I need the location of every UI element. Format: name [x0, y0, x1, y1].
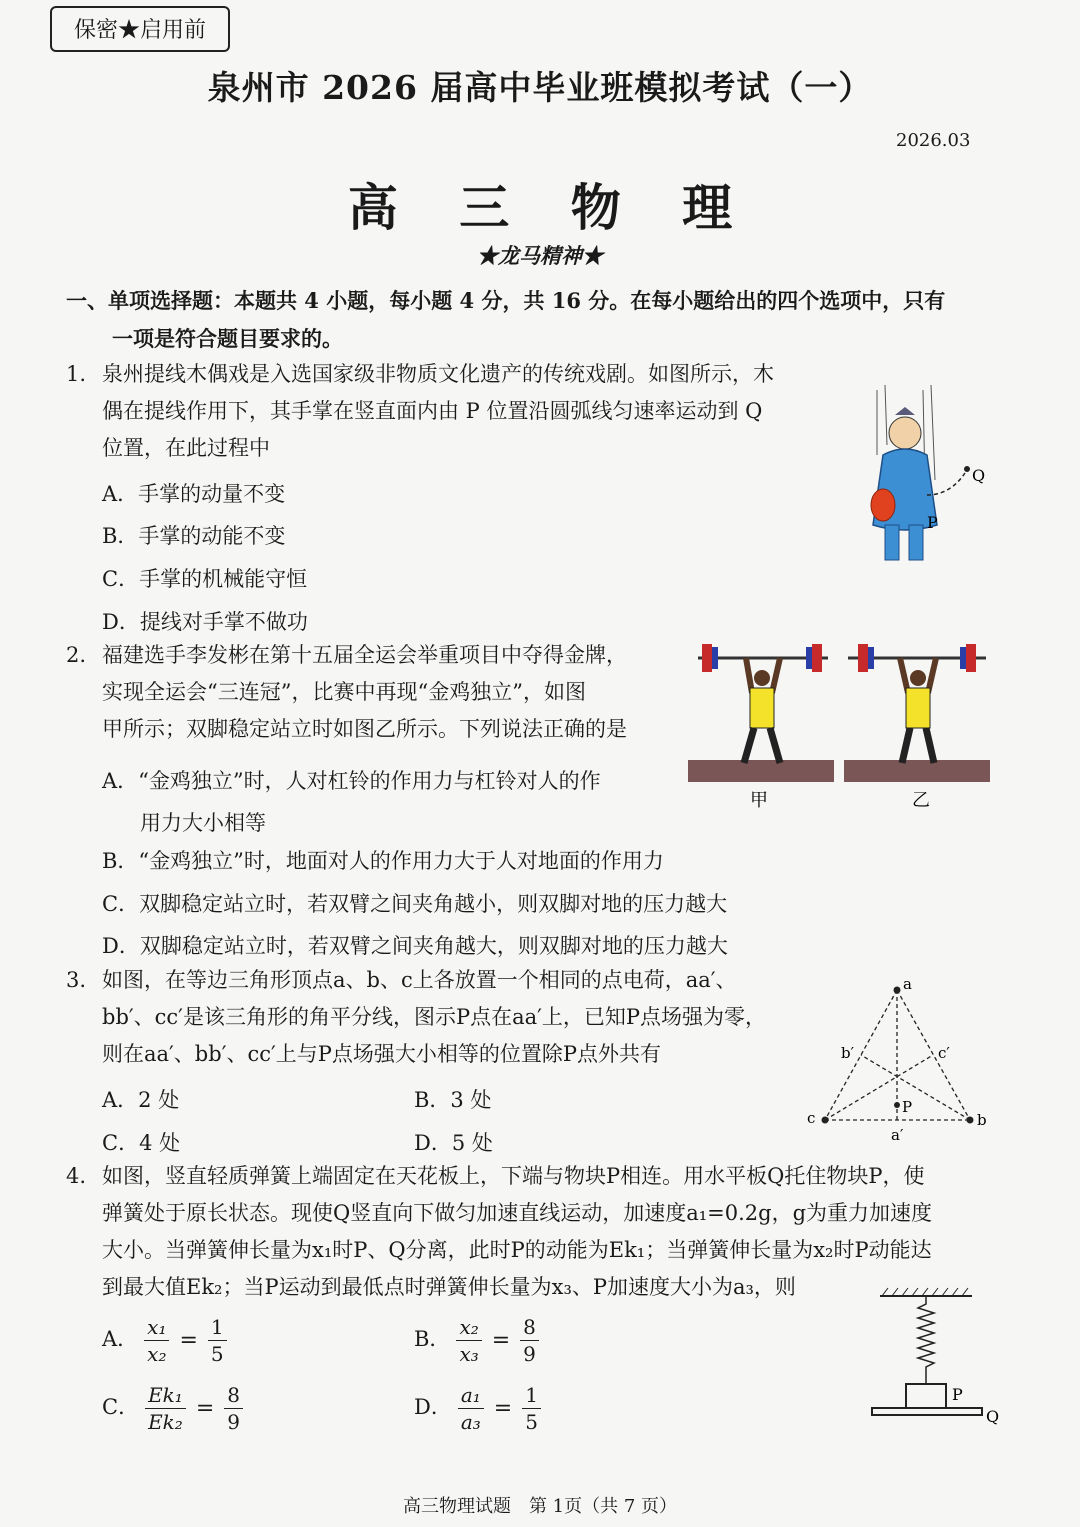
label-p: P [927, 513, 938, 532]
subject-title: 高 三 物 理 [347, 178, 755, 237]
triangle-figure [805, 975, 1005, 1145]
question-text: 大小。当弹簧伸长量为x₁时P、Q分离，此时P的动能为Ek₁；当弹簧伸长量为x₂时P动能达 [102, 1238, 932, 1262]
confidential-stamp: 保密★启用前 [50, 6, 230, 52]
question-number: 3. [66, 968, 87, 992]
q3-option-b: B．3 处 [414, 1088, 492, 1112]
fraction: $\frac{8}{9}$ [224, 1382, 243, 1435]
option-label: D． [414, 1395, 452, 1419]
label-c: c [807, 1109, 816, 1127]
fraction: $\frac{\text{x₂}}{\text{x₃}}$ [456, 1314, 481, 1367]
weightlifter-figure [688, 638, 993, 813]
question-text: 甲所示；双脚稳定站立时如图乙所示。下列说法正确的是 [102, 717, 627, 741]
option-label: C． [102, 1395, 140, 1419]
question-text: 实现全运会“三连冠”，比赛中再现“金鸡独立”，如图 [102, 680, 586, 704]
board-q [872, 1408, 982, 1415]
label-b-prime: b′ [841, 1044, 855, 1062]
question-2 [66, 637, 686, 748]
question-text: 弹簧处于原长状态。现使Q竖直向下做匀加速直线运动，加速度a₁=0.2g，g为重力加速度 [102, 1201, 933, 1225]
section-line-2: 一项是符合题目要求的。 [112, 326, 343, 351]
q1-option-a: A．手掌的动量不变 [102, 482, 286, 506]
q4-option-d: D． $\frac{\text{a₁}}{\text{a₃}}$ = $\frac{1}{5}$ [414, 1382, 547, 1435]
fraction: $\frac{1}{5}$ [208, 1314, 227, 1367]
label-jia: 甲 [750, 790, 768, 811]
question-3 [66, 962, 806, 1073]
q2-option-c: C．双脚稳定站立时，若双臂之间夹角越小，则双脚对地的压力越大 [102, 892, 728, 916]
puppet-bag [871, 489, 895, 521]
puppet-figure [855, 385, 995, 575]
q2-option-a [102, 760, 601, 844]
lifter-right [844, 644, 990, 782]
question-text: 福建选手李发彬在第十五届全运会举重项目中夺得金牌， [102, 643, 627, 667]
spring [918, 1296, 934, 1384]
label-p: P [902, 1098, 913, 1116]
question-number: 2. [66, 643, 87, 667]
exam-date: 2026.03 [896, 130, 971, 151]
label-a-prime: a′ [891, 1126, 904, 1144]
q1-option-d: D．提线对手掌不做功 [102, 610, 308, 634]
question-text: 如图，竖直轻质弹簧上端固定在天花板上，下端与物块P相连。用水平板Q托住物块P，使 [102, 1164, 925, 1188]
q2-option-b: B．“金鸡独立”时，地面对人的作用力大于人对地面的作用力 [102, 849, 664, 873]
label-b: b [977, 1111, 987, 1129]
q1-option-c: C．手掌的机械能守恒 [102, 567, 308, 591]
section-heading [66, 282, 1016, 358]
question-text: 到最大值Ek₂；当P运动到最低点时弹簧伸长量为x₃、P加速度大小为a₃，则 [102, 1275, 796, 1299]
label-yi: 乙 [912, 790, 930, 811]
question-text: 泉州提线木偶戏是入选国家级非物质文化遗产的传统戏剧。如图所示，木 [102, 362, 774, 386]
q4-option-b: B． $\frac{\text{x₂}}{\text{x₃}}$ = $\frac{8}{9}$ [414, 1314, 545, 1367]
label-a: a [903, 975, 912, 993]
fraction: $\frac{8}{9}$ [520, 1314, 539, 1367]
q3-option-d: D．5 处 [414, 1131, 493, 1155]
question-text: 位置，在此过程中 [102, 436, 270, 460]
option-label: B． [414, 1327, 451, 1351]
question-text: 则在aa′、bb′、cc′上与P点场强大小相等的位置除P点外共有 [102, 1042, 662, 1066]
exam-title: 泉州市 2026 届高中毕业班模拟考试（一） [207, 68, 873, 107]
page-footer: 高三物理试题 第 1页（共 7 页） [402, 1496, 678, 1517]
label-q: Q [972, 466, 986, 485]
option-text: 用力大小相等 [140, 811, 266, 835]
fraction: $\frac{1}{5}$ [522, 1382, 541, 1435]
question-number: 1. [66, 362, 87, 386]
question-text: 如图，在等边三角形顶点a、b、c上各放置一个相同的点电荷，aa′、 [102, 968, 737, 992]
q3-option-c: C．4 处 [102, 1131, 181, 1155]
label-p: P [952, 1385, 963, 1404]
fraction: $\frac{\text{Ek₁}}{\text{Ek₂}}$ [145, 1382, 186, 1435]
question-text: bb′、cc′是该三角形的角平分线，图示P点在aa′上，已知P点场强为零， [102, 1005, 767, 1029]
q4-option-a: A． $\frac{\text{x₁}}{\text{x₂}}$ = $\frac{1}{5}$ [102, 1314, 233, 1367]
q1-option-b: B．手掌的动能不变 [102, 524, 286, 548]
lifter-left [688, 644, 834, 782]
question-text: 偶在提线作用下，其手掌在竖直面内由 P 位置沿圆弧线匀速率运动到 Q [102, 399, 763, 423]
option-text: A．“金鸡独立”时，人对杠铃的作用力与杠铃对人的作 [102, 769, 601, 793]
fraction: $\frac{\text{x₁}}{\text{x₂}}$ [144, 1314, 169, 1367]
spring-figure [868, 1282, 1008, 1432]
section-line-1: 一、单项选择题：本题共 4 小题，每小题 4 分，共 16 分。在每小题给出的四个选项中，只有 [66, 288, 946, 313]
q3-option-a: A．2 处 [102, 1088, 180, 1112]
fraction: $\frac{\text{a₁}}{\text{a₃}}$ [458, 1382, 484, 1435]
question-1 [66, 356, 846, 467]
block-p [906, 1384, 946, 1408]
label-q: Q [986, 1407, 1000, 1426]
question-number: 4. [66, 1164, 87, 1188]
q4-option-c: C． $\frac{\text{Ek₁}}{\text{Ek₂}}$ = $\frac{8}{9}$ [102, 1382, 249, 1435]
q2-option-d: D．双脚稳定站立时，若双臂之间夹角越大，则双脚对地的压力越大 [102, 934, 728, 958]
label-c-prime: c′ [938, 1044, 950, 1062]
option-label: A． [102, 1327, 139, 1351]
motto: ★龙马精神★ [477, 243, 603, 268]
